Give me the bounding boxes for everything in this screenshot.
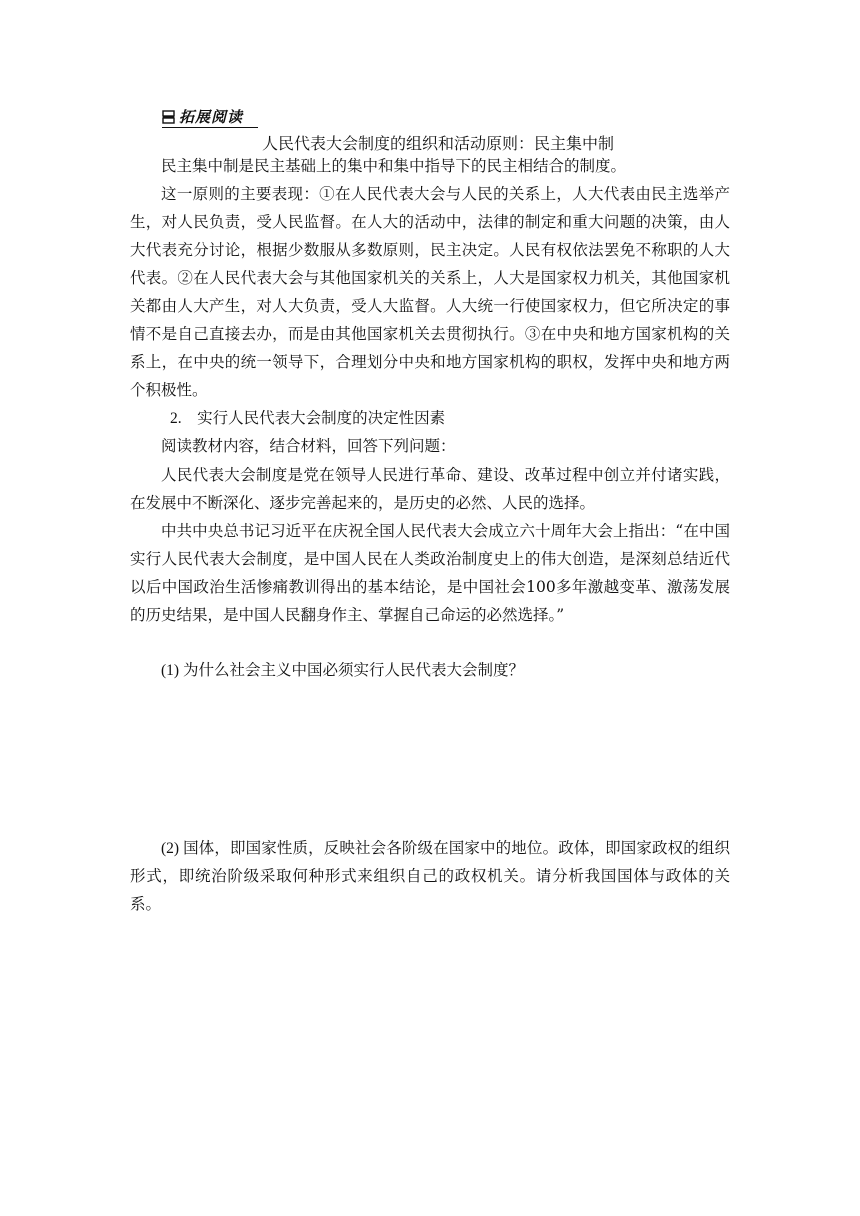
paragraph-definition: 民主集中制是民主基础上的集中和集中指导下的民主相结合的制度。 (161, 157, 627, 175)
article-title: 人民代表大会制度的组织和活动原则：民主集中制 (262, 134, 615, 153)
instruction-text: 阅读教材内容，结合材料，回答下列问题： (161, 438, 456, 455)
material-paragraph-1: 人民代表大会制度是党在领导人民进行革命、建设、改革过程中创立并付诸实践，在发展中不断深化、逐步完善起来的，是历史的必然、人民的选择。 (130, 466, 730, 512)
header-underline (162, 127, 258, 128)
section-header (162, 107, 258, 129)
question-2: (2) 国体，即国家性质，反映社会各阶级在国家中的地位。政体，即国家政权的组织形式，即统治阶级采取何种形式来组织自己的政权机关。请分析我国国体与政体的关系。 (130, 840, 730, 913)
material-paragraph-2: 中共中央总书记习近平在庆祝全国人民代表大会成立六十周年大会上指出：“在中国实行人民代表大会制度，是中国人民在人类政治制度史上的伟大创造，是深刻总结近代以后中国政治生活惨痛教训得出的基本结论，是中国社会100多年激越变革、激荡发展的历史结果，是中国人民翻身作主、掌握自己命运的必然选择。” (130, 522, 730, 624)
section-label: 拓展阅读 (179, 108, 244, 126)
paragraph-principles: 这一原则的主要表现：①在人民代表大会与人民的关系上，人大代表由民主选举产生，对人民负责，受人民监督。在人大的活动中，法律的制定和重大问题的决策，由人大代表充分讨论，根据少数服从多数原则，民主决定。人民有权依法罢免不称职的人大代表。②在人民代表大会与其他国家机关的关系上，人大是国家权力机关，其他国家机关都由人大产生，对人大负责，受人大监督。人大统一行使国家权力，但它所决定的事情不是自己直接去办，而是由其他国家机关去贯彻执行。③在中央和地方国家机构的关系上，在中央的统一领导下，合理划分中央和地方国家机构的职权，发挥中央和地方两个积极性。 (130, 185, 730, 399)
section-heading: 2. 实行人民代表大会制度的决定性因素 (170, 410, 446, 427)
question-1: (1) 为什么社会主义中国必须实行人民代表大会制度？ (161, 662, 524, 679)
book-icon (162, 110, 175, 124)
